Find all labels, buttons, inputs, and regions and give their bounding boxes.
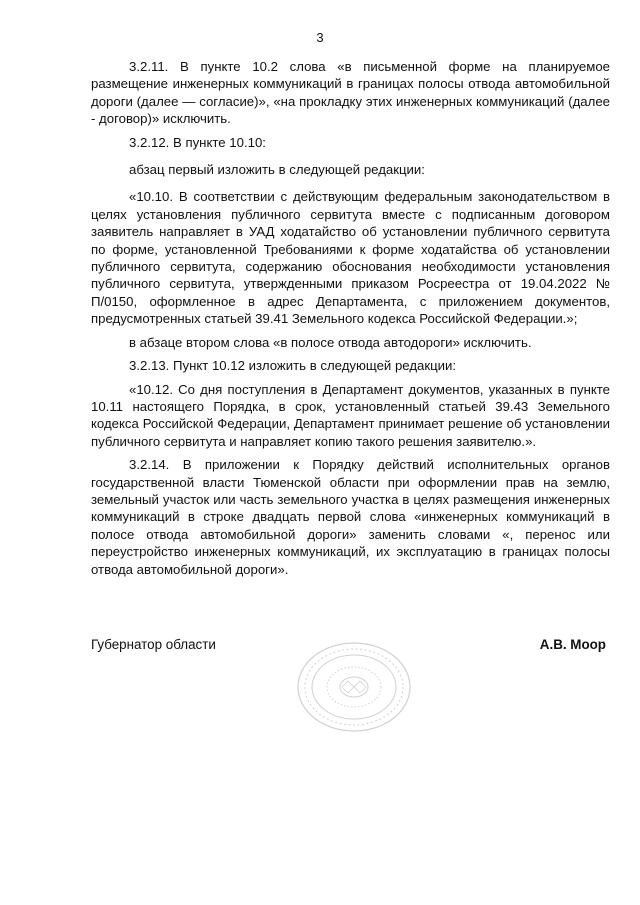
page-number: 3 [316,30,324,45]
paragraph-3-2-11: 3.2.11. В пункте 10.2 слова «в письменной форме на планируемое размещение инженерных коммуникаций в границах полосы отвода автомобильной дороги (далее — согласие)», «на прокладку этих инженерных коммуникаций (далее - договор)» исключить. [91,59,610,127]
paragraph-first-abzats: абзац первый изложить в следующей редакции: [129,162,425,178]
paragraph-10-10-quote: «10.10. В соответствии с действующим федеральным законодательством в целях установления публичного сервитута вместе с подписанным договором заявитель направляет в УАД ходатайство об установлении публичного сервитута по форме, установленной Требованиями к форме ходатайства об установлении публичного сервитута, содержанию обоснования необходимости установления публичного сервитута, утвержденными приказом Росреестра от 19.04.2022 № П/0150, оформленное в адрес Департамента, с приложением документов, предусмотренных статьей 39.41 Земельного кодекса Российской Федерации.»; [91,189,610,327]
paragraph-3-2-12: 3.2.12. В пункте 10.10: [129,134,266,150]
signatory-name: А.В. Моор [539,637,606,652]
paragraph-10-12-quote: «10.12. Со дня поступления в Департамент документов, указанных в пункте 10.11 настоящего Порядка, в срок, установленный статьей 39.43 Земельного кодекса Российской Федерации, Департамент принимает решение об установлении публичного сервитута и направляет копию такого решения заявителю.». [91,381,610,449]
official-seal-stamp [295,640,413,734]
paragraph-second-abzats: в абзаце втором слова «в полосе отвода автодороги» исключить. [129,334,532,350]
signatory-title: Губернатор области [91,637,216,652]
paragraph-3-2-13: 3.2.13. Пункт 10.12 изложить в следующей редакции: [129,358,457,374]
paragraph-3-2-14: 3.2.14. В приложении к Порядку действий исполнительных органов государственной власти Тюменской области при оформлении прав на землю, земельный участок или часть земельного участка в целях размещения инженерных коммуникаций в строке двадцать первой слова «инженерных коммуникаций в полосе отвода автомобильной дороги» заменить словами «, перенос или переустройство инженерных коммуникаций, их эксплуатацию в границах полосы отвода автомобильной дороги». [91,457,610,577]
document-body [91,58,610,578]
